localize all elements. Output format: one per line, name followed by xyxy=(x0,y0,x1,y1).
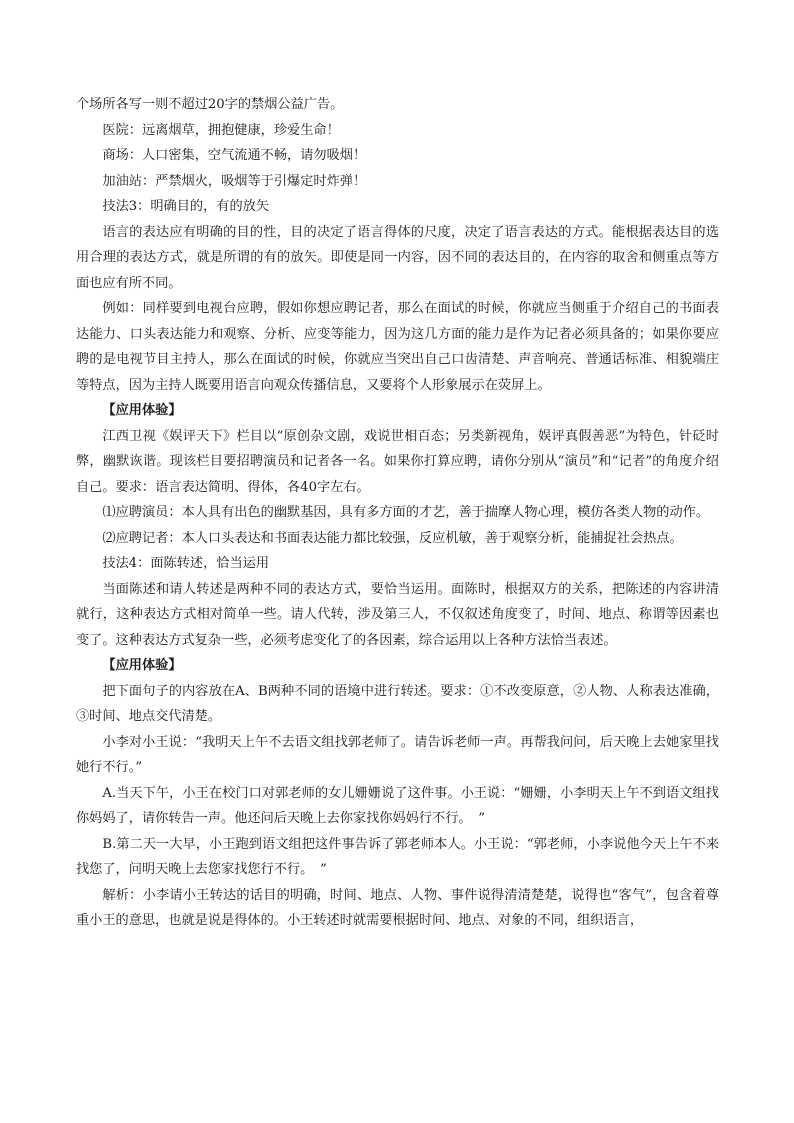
document-page xyxy=(76,92,719,934)
paragraph: 个场所各写一则不超过20字的禁烟公益广告。 xyxy=(76,97,344,112)
paragraph: 技法3：明确目的，有的放矢 xyxy=(102,199,270,214)
paragraph: 解析：小李请小王转达的话目的明确，时间、地点、人物、事件说得清清楚楚，说得也“客气”，包含着尊重小王的意思，也就是说是得体的。小王转述时就需要根据时间、地点、对象的不同，组织语言， xyxy=(76,887,719,928)
section-heading: 【应用体验】 xyxy=(102,403,182,418)
paragraph: 医院：远离烟草，拥抱健康，珍爱生命！ xyxy=(102,122,340,138)
paragraph: 把下面句子的内容放在A、B两种不同的语境中进行转述。要求：①不改变原意，②人物、人称表达准确，③时间、地点交代清楚。 xyxy=(76,683,719,724)
paragraph: 加油站：严禁烟火，吸烟等于引爆定时炸弹！ xyxy=(102,173,367,189)
paragraph: 江西卫视《娱评天下》栏目以“原创杂文剧，戏说世相百态；另类新视角，娱评真假善恶”为特色，针砭时弊，幽默诙谐。现该栏目要招聘演员和记者各一名。如果你打算应聘，请你分别从“演员”和“记者”的角度介绍自己。要求：语言表达简明、得体，各40字左右。 xyxy=(76,428,719,495)
paragraph: ⑴应聘演员：本人具有出色的幽默基因，具有多方面的才艺，善于揣摩人物心理，模仿各类人物的动作。 xyxy=(102,505,710,520)
paragraph: 商场：人口密集，空气流通不畅，请勿吸烟！ xyxy=(102,148,367,163)
paragraph: B.第二天一大早，小王跑到语文组把这件事告诉了郭老师本人。小王说：“郭老师，小李说他今天上午不来找您了，问明天晚上去您家找您行不行。 ” xyxy=(76,836,719,877)
paragraph: ⑵应聘记者：本人口头表达和书面表达能力都比较强，反应机敏，善于观察分析，能捕捉社会热点。 xyxy=(102,530,683,546)
paragraph: 语言的表达应有明确的目的性，目的决定了语言得体的尺度，决定了语言表达的方式。能根据表达目的选用合理的表达方式，就是所谓的有的放矢。即使是同一内容，因不同的表达目的，在内容的取舍和侧重点等方面也应有所不同。 xyxy=(76,224,719,291)
paragraph: 例如：同样要到电视台应聘，假如你想应聘记者，那么在面试的时候，你就应当侧重于介绍自己的书面表达能力、口头表达能力和观察、分析、应变等能力，因为这几方面的能力是作为记者必须具备的；如果你要应聘的是电视节目主持人，那么在面试的时候，你就应当突出自己口齿清楚、声音响亮、普通话标准、相貌端庄等特点，因为主持人既要用语言向观众传播信息，又要将个人形象展示在荧屏上。 xyxy=(76,301,719,393)
paragraph: 小李对小王说：“我明天上午不去语文组找郭老师了。请告诉老师一声。再帮我问问，后天晚上去她家里找她行不行。” xyxy=(76,734,719,775)
paragraph: 当面陈述和请人转述是两种不同的表达方式，要恰当运用。面陈时，根据双方的关系，把陈述的内容讲清就行，这种表达方式相对简单一些。请人代转，涉及第三人，不仅叙述角度变了，时间、地点、称谓等因素也变了。这种表达方式复杂一些，必须考虑变化了的各因素，综合运用以上各种方法恰当表述。 xyxy=(76,581,719,648)
paragraph: A.当天下午，小王在校门口对郭老师的女儿姗姗说了这件事。小王说：“姗姗，小李明天上午不到语文组找你妈妈了，请你转告一声。他还问后天晚上去你家找你妈妈行不行。 ” xyxy=(76,785,719,826)
section-heading: 【应用体验】 xyxy=(102,658,182,673)
paragraph: 技法4：面陈转述，恰当运用 xyxy=(102,556,270,571)
